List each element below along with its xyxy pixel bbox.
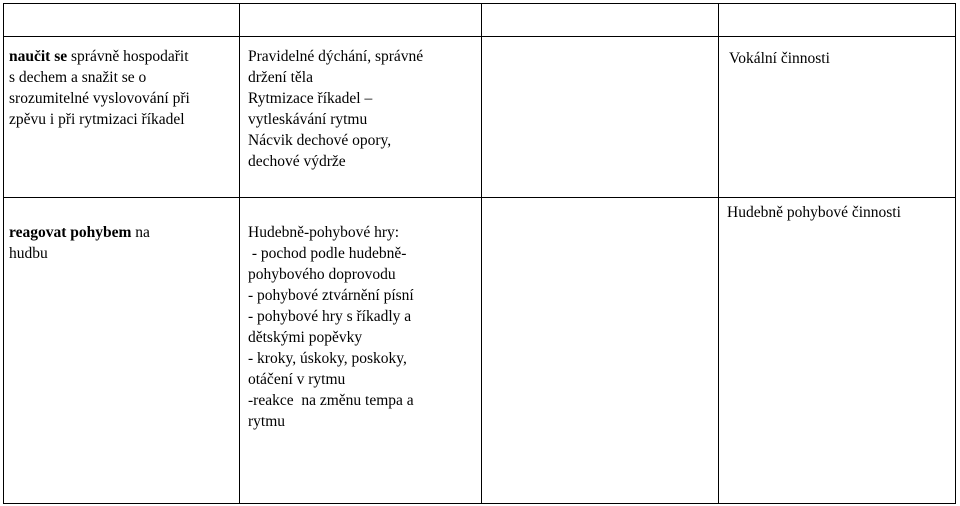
row2-content-line: Hudebně-pohybové hry: bbox=[248, 224, 400, 241]
table-border-bottom bbox=[3, 503, 956, 504]
row1-content-cell bbox=[248, 46, 423, 172]
table-border-top bbox=[3, 3, 956, 4]
row1-content-line: dechové výdrže bbox=[248, 153, 346, 170]
row1-content-line: Rytmizace říkadel – bbox=[248, 90, 373, 107]
row2-content-line: dětskými popěvky bbox=[248, 329, 363, 346]
row2-goal-line: hudbu bbox=[9, 245, 48, 262]
row2-content-line: - pohybové hry s říkadly a bbox=[248, 308, 412, 325]
row1-goal-line: srozumitelné vyslovování při bbox=[9, 90, 190, 107]
row2-content-cell bbox=[248, 222, 414, 432]
row1-activity-cell: Vokální činnosti bbox=[729, 50, 830, 67]
row2-content-line: - kroky, úskoky, poskoky, bbox=[248, 350, 407, 367]
row1-content-line: vytleskávání rytmu bbox=[248, 111, 368, 128]
row1-goal-line: s dechem a snažit se o bbox=[9, 69, 147, 86]
row1-goal-bold: naučit se bbox=[9, 48, 68, 65]
row2-goal-first-line: na bbox=[131, 224, 150, 241]
row2-content-line: otáčení v rytmu bbox=[248, 371, 346, 388]
table-col-divider-1 bbox=[239, 3, 240, 504]
row1-content-line: Nácvik dechové opory, bbox=[248, 132, 392, 149]
table-header-divider bbox=[3, 36, 956, 37]
row1-goal-first-line: správně hospodařit bbox=[67, 48, 189, 65]
row2-content-line: - pochod podle hudebně- bbox=[248, 245, 407, 262]
row2-content-line: -reakce na změnu tempa a bbox=[248, 392, 414, 409]
table-col-divider-3 bbox=[718, 3, 719, 504]
row2-content-line: - pohybové ztvárnění písní bbox=[248, 287, 414, 304]
row2-goal-bold: reagovat pohybem bbox=[9, 224, 132, 241]
row1-content-line: Pravidelné dýchání, správné bbox=[248, 48, 424, 65]
table-col-divider-2 bbox=[481, 3, 482, 504]
row2-content-line: pohybového doprovodu bbox=[248, 266, 396, 283]
row2-content-line: rytmu bbox=[248, 413, 286, 430]
table-border-left bbox=[3, 3, 4, 504]
row2-activity-cell: Hudebně pohybové činnosti bbox=[727, 204, 901, 221]
row1-content-line: držení těla bbox=[248, 69, 313, 86]
row1-goal-line: zpěvu i při rytmizaci říkadel bbox=[9, 111, 185, 128]
table-row-divider bbox=[3, 197, 956, 198]
row2-goal-cell bbox=[9, 222, 150, 264]
table-border-right bbox=[955, 3, 956, 504]
row1-goal-cell bbox=[9, 46, 190, 130]
